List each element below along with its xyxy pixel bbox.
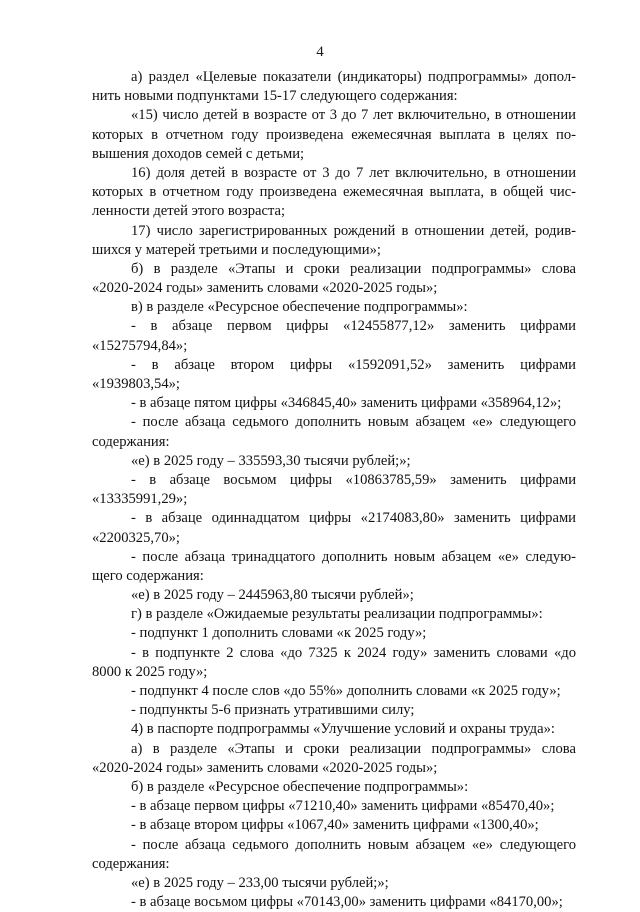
text-line: которых в отчетном году произведена ежемесячная выплата, в общей чис- <box>92 184 576 201</box>
text-line: «13335991,29»; <box>92 491 188 508</box>
text-line: 8000 к 2025 году»; <box>92 663 208 680</box>
text-line: ленности детей этого возраста; <box>92 203 286 220</box>
text-line: - в абзаце втором цифры «1592091,52» заменить цифрами <box>131 356 576 373</box>
text-line: «1939803,54»; <box>92 376 180 392</box>
text-line: «2020-2024 годы» заменить словами «2020-2025 годы»; <box>92 280 438 297</box>
text-line: - подпункт 4 после слов «до 55%» дополнить словами «к 2025 году»; <box>131 683 561 699</box>
text-line: шихся у матерей третьими и последующими»; <box>92 241 381 258</box>
text-line: - подпункт 1 дополнить словами «к 2025 году»; <box>131 625 427 642</box>
text-line: г) в разделе «Ожидаемые результаты реализации подпрограммы»: <box>131 606 543 623</box>
text-line: «2020-2024 годы» заменить словами «2020-2025 годы»; <box>92 759 438 776</box>
text-line: а) раздел «Целевые показатели (индикаторы) подпрограммы» допол- <box>131 69 576 85</box>
text-line: - в абзаце втором цифры «1067,40» заменить цифрами «1300,40»; <box>131 817 539 834</box>
document-body <box>92 68 576 912</box>
text-line: - после абзаца седьмого дополнить новым абзацем «е» следующего <box>131 414 576 431</box>
text-line: 16) доля детей в возрасте от 3 до 7 лет включительно, в отношении <box>131 164 576 181</box>
text-line: - в абзаце пятом цифры «346845,40» заменить цифрами «358964,12»; <box>131 395 562 412</box>
text-line: - в абзаце первом цифры «12455877,12» заменить цифрами <box>131 318 576 335</box>
text-line: «е) в 2025 году – 335593,30 тысячи рублей;»; <box>131 452 411 469</box>
text-line: содержания: <box>92 855 170 872</box>
text-line: б) в разделе «Этапы и сроки реализации подпрограммы» слова <box>131 260 576 277</box>
text-line: щего содержания: <box>92 567 204 584</box>
text-line: нить новыми подпунктами 15-17 следующего содержания: <box>92 88 458 105</box>
text-line: «15) число детей в возрасте от 3 до 7 лет включительно, в отношении <box>131 107 576 124</box>
text-line: - после абзаца тринадцатого дополнить новым абзацем «е» следую- <box>131 548 576 565</box>
text-line: б) в разделе «Ресурсное обеспечение подпрограммы»: <box>131 778 469 795</box>
text-line: - в подпункте 2 слова «до 7325 к 2024 году» заменить словами «до <box>131 644 576 661</box>
text-line: 17) число зарегистрированных рождений в отношении детей, родив- <box>131 222 576 239</box>
text-line: которых в отчетном году произведена ежемесячная выплата в целях по- <box>92 126 576 143</box>
text-line: «е) в 2025 году – 2445963,80 тысячи рублей»; <box>131 587 414 604</box>
text-line: «15275794,84»; <box>92 337 188 354</box>
text-line: - в абзаце первом цифры «71210,40» заменить цифрами «85470,40»; <box>131 798 555 815</box>
text-line: в) в разделе «Ресурсное обеспечение подпрограммы»: <box>131 299 468 316</box>
text-line: а) в разделе «Этапы и сроки реализации подпрограммы» слова <box>131 740 576 757</box>
text-line: - в абзаце восьмом цифры «70143,00» заменить цифрами «84170,00»; <box>131 894 563 911</box>
text-line: - после абзаца седьмого дополнить новым абзацем «е» следующего <box>131 836 576 853</box>
text-line: «2200325,70»; <box>92 529 180 546</box>
text-line: содержания: <box>92 433 170 450</box>
page-number: 4 <box>316 44 324 60</box>
text-line: - в абзаце восьмом цифры «10863785,59» заменить цифрами <box>131 471 576 488</box>
text-line: - в абзаце одиннадцатом цифры «2174083,80» заменить цифрами <box>131 510 576 527</box>
text-line: - подпункты 5-6 признать утратившими силу; <box>131 702 415 719</box>
text-line: вышения доходов семей с детьми; <box>92 145 305 162</box>
text-line: 4) в паспорте подпрограммы «Улучшение условий и охраны труда»: <box>131 721 555 738</box>
text-line: «е) в 2025 году – 233,00 тысячи рублей;»; <box>131 874 389 891</box>
